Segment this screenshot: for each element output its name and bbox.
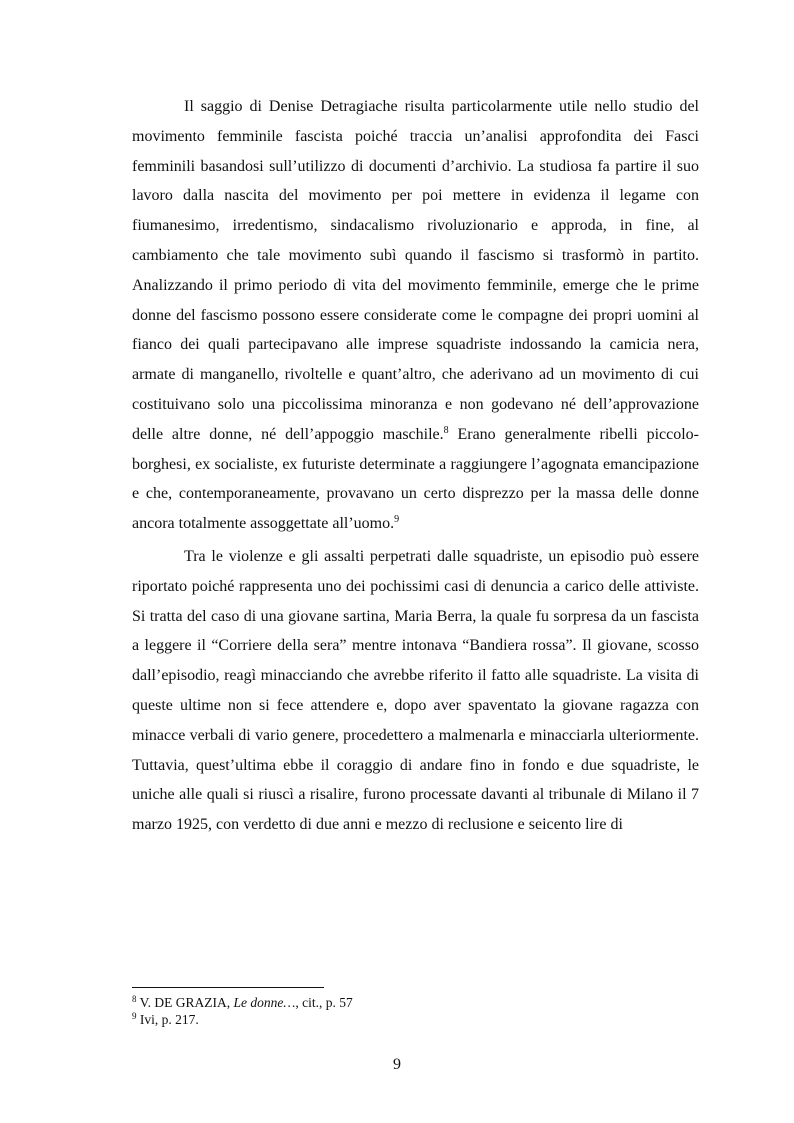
footnote-number: 8 bbox=[132, 994, 137, 1004]
paragraph-1 bbox=[132, 92, 699, 539]
paragraph-2 bbox=[132, 542, 699, 840]
paragraph-1-text-b: Erano generalmente ribelli piccolo-borghesi, ex socialiste, ex futuriste determinate a raggiungere l’agognata emancipazione e che, contemporaneamente, provavano un certo disprezzo per la massa delle donne ancora totalmente assoggettate all’uomo. bbox=[132, 425, 699, 533]
footnote-title: Le donne… bbox=[233, 995, 296, 1010]
footnotes bbox=[132, 994, 699, 1028]
paragraph-1-text-a: Il saggio di Denise Detragiache risulta particolarmente utile nello studio del movimento femminile fascista poiché traccia un’analisi approfondita dei Fasci femminili basandosi sull’utilizzo di documenti d’archivio. La studiosa fa partire il suo lavoro dalla nascita del movimento per poi mettere in evidenza il legame con fiumanesimo, irredentismo, sindacalismo rivoluzionario e approda, in fine, al cambiamento che tale movimento subì quando il fascismo si trasformò in partito. Analizzando il primo periodo di vita del movimento femminile, emerge che le prime donne del fascismo possono essere considerate come le compagne dei propri uomini al fianco dei quali partecipavano alle imprese squadriste indossando la camicia nera, armate di manganello, rivoltelle e quant’altro, che aderivano ad un movimento di cui costituivano solo una piccolissima minoranza e non godevano né dell’approvazione delle altre donne, né dell’appoggio maschile. bbox=[132, 98, 699, 443]
paragraph-2-text: Tra le violenze e gli assalti perpetrati dalle squadriste, un episodio può essere riportato poiché rappresenta uno dei pochissimi casi di denuncia a carico delle attiviste. Si tratta del caso di una giovane sartina, Maria Berra, la quale fu sorpresa da un fascista a leggere il “Corriere della sera” mentre intonava “Bandiera rossa”. Il giovane, scosso dall’episodio, reagì minacciando che avrebbe riferito il fatto alle squadriste. La visita di queste ultime non si fece attendere e, dopo aver spaventato la giovane ragazza con minacce verbali di vario genere, procedettero a malmenarla e minacciarla ulteriormente. Tuttavia, quest’ultima ebbe il coraggio di andare fino in fondo e due squadriste, le uniche alle quali si riuscì a risalire, furono processate davanti al tribunale di Milano il 7 marzo 1925, con verdetto di due anni e mezzo di reclusione e seicento lire di bbox=[132, 547, 699, 834]
page-number: 9 bbox=[393, 1056, 401, 1073]
footnote-8 bbox=[132, 994, 699, 1011]
footnote-rest: , cit., p. 57 bbox=[295, 995, 353, 1010]
footnote-author: V. DE GRAZIA, bbox=[136, 995, 234, 1010]
footnote-number: 9 bbox=[132, 1011, 137, 1021]
footnote-text: Ivi, p. 217. bbox=[136, 1012, 199, 1027]
footnote-ref-9[interactable]: 9 bbox=[394, 514, 400, 526]
footnote-9 bbox=[132, 1011, 699, 1028]
footnote-separator bbox=[132, 987, 324, 988]
footnote-ref-8[interactable]: 8 bbox=[443, 424, 449, 436]
body-text bbox=[132, 92, 699, 840]
